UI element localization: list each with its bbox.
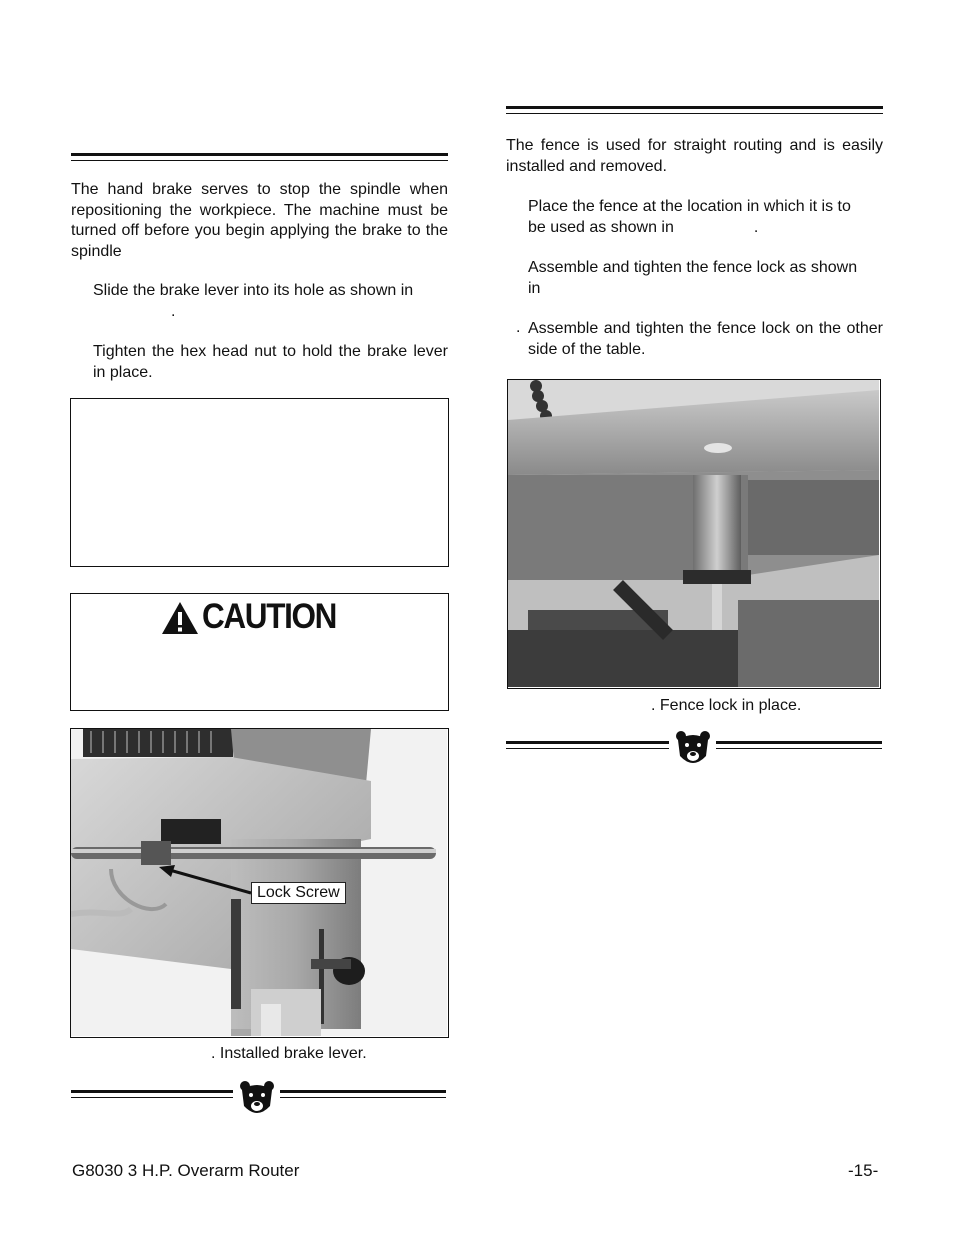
left-divider-right-thin [280,1097,446,1098]
left-bear-divider [71,1080,446,1118]
fence-step-1-line2-text: be used as shown in [528,218,674,236]
fence-photo-caption: . Fence lock in place. [651,697,802,714]
warning-triangle-icon [160,600,200,636]
fence-lock-photo-image [508,380,879,687]
fence-lock-photo [507,379,881,689]
right-section-rule-thick [506,106,883,109]
left-divider-left-thin [71,1097,233,1098]
fence-intro-paragraph: The fence is used for straight routing and is easily installed and removed. [506,137,883,175]
brake-step-2: Tighten the hex head nut to hold the brake lever in place. [93,343,448,381]
bear-logo-icon [239,1080,275,1118]
fence-step-2-line1: Assemble and tighten the fence lock as shown [528,259,858,276]
fence-step-1-line2 [528,218,883,239]
page-number: -15- [848,1161,879,1180]
right-divider-right-thin [716,748,882,749]
fence-step-3: Assemble and tighten the fence lock on the other side of the table. [528,320,883,358]
right-divider-left-thin [506,748,669,749]
right-divider-left-thick [506,741,669,744]
brake-step-1 [93,281,448,322]
right-section-rule-thin [506,113,883,114]
brake-intro-paragraph: The hand brake serves to stop the spindle when repositioning the workpiece. The machine must be turned off before you begin applying the brake to the spindle [71,181,448,260]
caution-word: CAUTION [202,597,337,636]
fence-step-2-line2: in [528,279,541,297]
fence-step-2 [528,258,883,299]
brake-lever-photo [70,728,449,1038]
fence-step-3-prefix: . [516,319,521,336]
right-bear-divider [506,730,882,768]
left-divider-right-thick [280,1090,446,1093]
right-divider-right-thick [716,741,882,744]
brake-step-1-line1: Slide the brake lever into its hole as shown in [93,282,414,299]
lock-screw-callout: Lock Screw [251,882,346,904]
brake-step-1-line2: . [171,302,176,320]
footer-title: G8030 3 H.P. Overarm Router [72,1161,300,1180]
fence-step-1 [528,197,883,238]
bear-logo-icon [675,730,711,768]
brake-photo-caption: . Installed brake lever. [211,1045,367,1062]
fence-step-1-line1: Place the fence at the location in which it is to [528,198,851,215]
left-section-rule-thick [71,153,448,156]
fence-step-1-end: . [753,218,759,236]
left-divider-left-thick [71,1090,233,1093]
caution-box [70,593,449,711]
left-section-rule-thin [71,160,448,161]
note-box [70,398,449,567]
